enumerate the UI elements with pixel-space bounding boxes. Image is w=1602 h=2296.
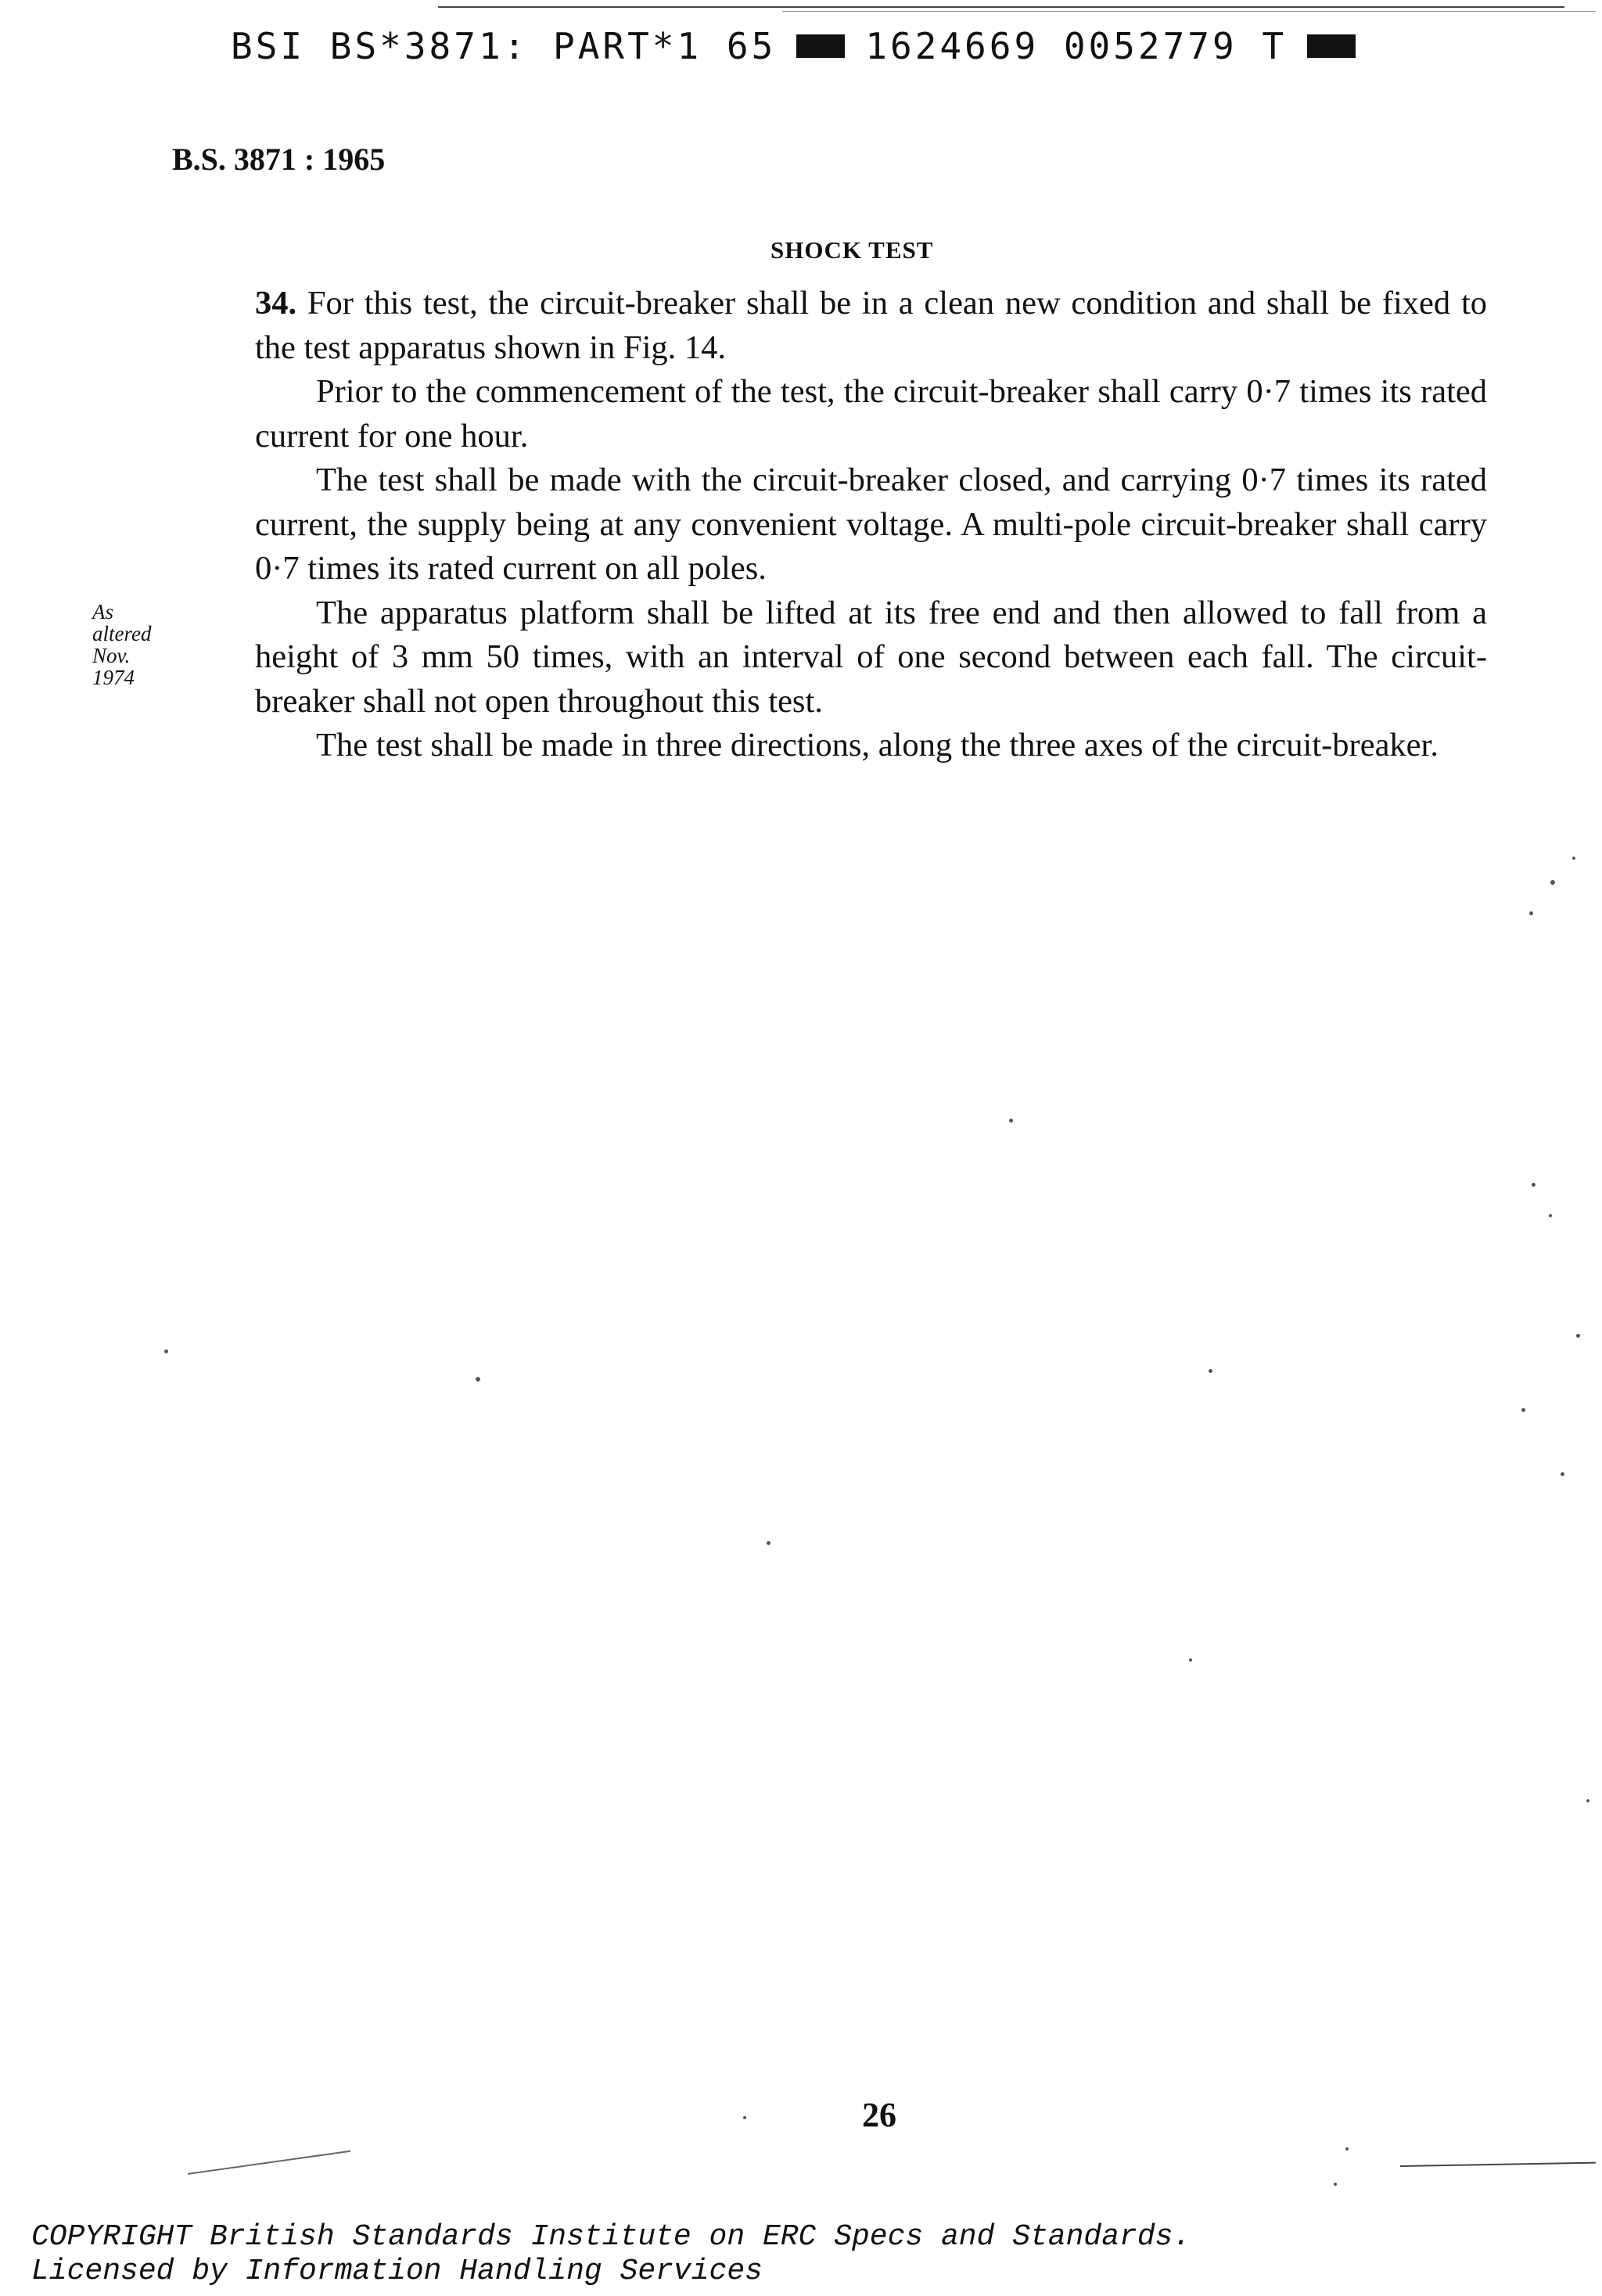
paragraph-2: Prior to the commencement of the test, the circuit-breaker shall carry 0·7 times its rated current for one hour. [255, 373, 1487, 455]
scan-speck [164, 1349, 168, 1353]
paragraph-3: The test shall be made with the circuit-breaker closed, and carrying 0·7 times its rated current, the supply being at any convenient voltage. A multi-pole circuit-breaker shall carry 0·7 times its rated current on all poles. [255, 462, 1487, 587]
scan-speck [1345, 2147, 1349, 2150]
scan-speck [1549, 1214, 1552, 1217]
scan-top-rule [438, 6, 1564, 8]
scan-speck [1576, 1334, 1580, 1338]
scan-speck [1529, 911, 1533, 915]
paragraph-1-text: For this test, the circuit-breaker shall be in a clean new condition and shall be fixed to the test apparatus shown in Fig. 14. [255, 285, 1488, 366]
scan-speck [1550, 880, 1555, 885]
copyright-footer [31, 2220, 1191, 2289]
scan-speck [1532, 1183, 1536, 1187]
footer-line-1: COPYRIGHT British Standards Institute on ERC Specs and Standards. [31, 2220, 1191, 2254]
machine-code-header [231, 25, 1356, 67]
margin-note-line-2: altered [92, 622, 152, 645]
scan-speck [1561, 1472, 1564, 1476]
margin-note-line-4: 1974 [92, 666, 135, 689]
scan-top-rule-faint [782, 11, 1596, 12]
scan-artifact-line-right [1400, 2162, 1596, 2167]
margin-note-line-1: As [92, 600, 113, 623]
scan-speck [1209, 1369, 1212, 1373]
document-reference: B.S. 3871 : 1965 [172, 142, 386, 177]
clause-number: 34. [255, 285, 297, 322]
section-body [255, 282, 1487, 768]
machine-code-part2: 1624669 0052779 T [865, 25, 1288, 67]
scan-speck [1189, 1658, 1192, 1662]
margin-note-amendment [92, 601, 151, 688]
black-block-marker-end [1307, 34, 1356, 58]
machine-code-part1: BSI BS*3871: PART*1 65 [231, 25, 777, 67]
footer-line-2: Licensed by Information Handling Services [31, 2255, 763, 2288]
scan-speck [476, 1377, 480, 1382]
scan-speck [1334, 2183, 1337, 2186]
paragraph-4: The apparatus platform shall be lifted at its free end and then allowed to fall from a height of 3 mm 50 times, with an interval of one second between each fall. The circuit-breaker shall not open throughout this test. [255, 594, 1487, 720]
scan-artifact-line-left [188, 2150, 350, 2175]
black-block-marker [796, 34, 845, 58]
scan-speck [1572, 857, 1575, 860]
scan-speck [1521, 1408, 1525, 1412]
scan-speck [767, 1541, 770, 1545]
section-title: SHOCK TEST [770, 236, 934, 264]
scan-speck [1009, 1119, 1013, 1123]
page-number: 26 [862, 2096, 896, 2134]
scan-speck [1586, 1799, 1589, 1802]
paragraph-5: The test shall be made in three directions, along the three axes of the circuit-breaker. [316, 727, 1439, 764]
margin-note-line-3: Nov. [92, 644, 131, 667]
scan-speck [743, 2116, 746, 2119]
paragraph-1 [255, 282, 1487, 370]
